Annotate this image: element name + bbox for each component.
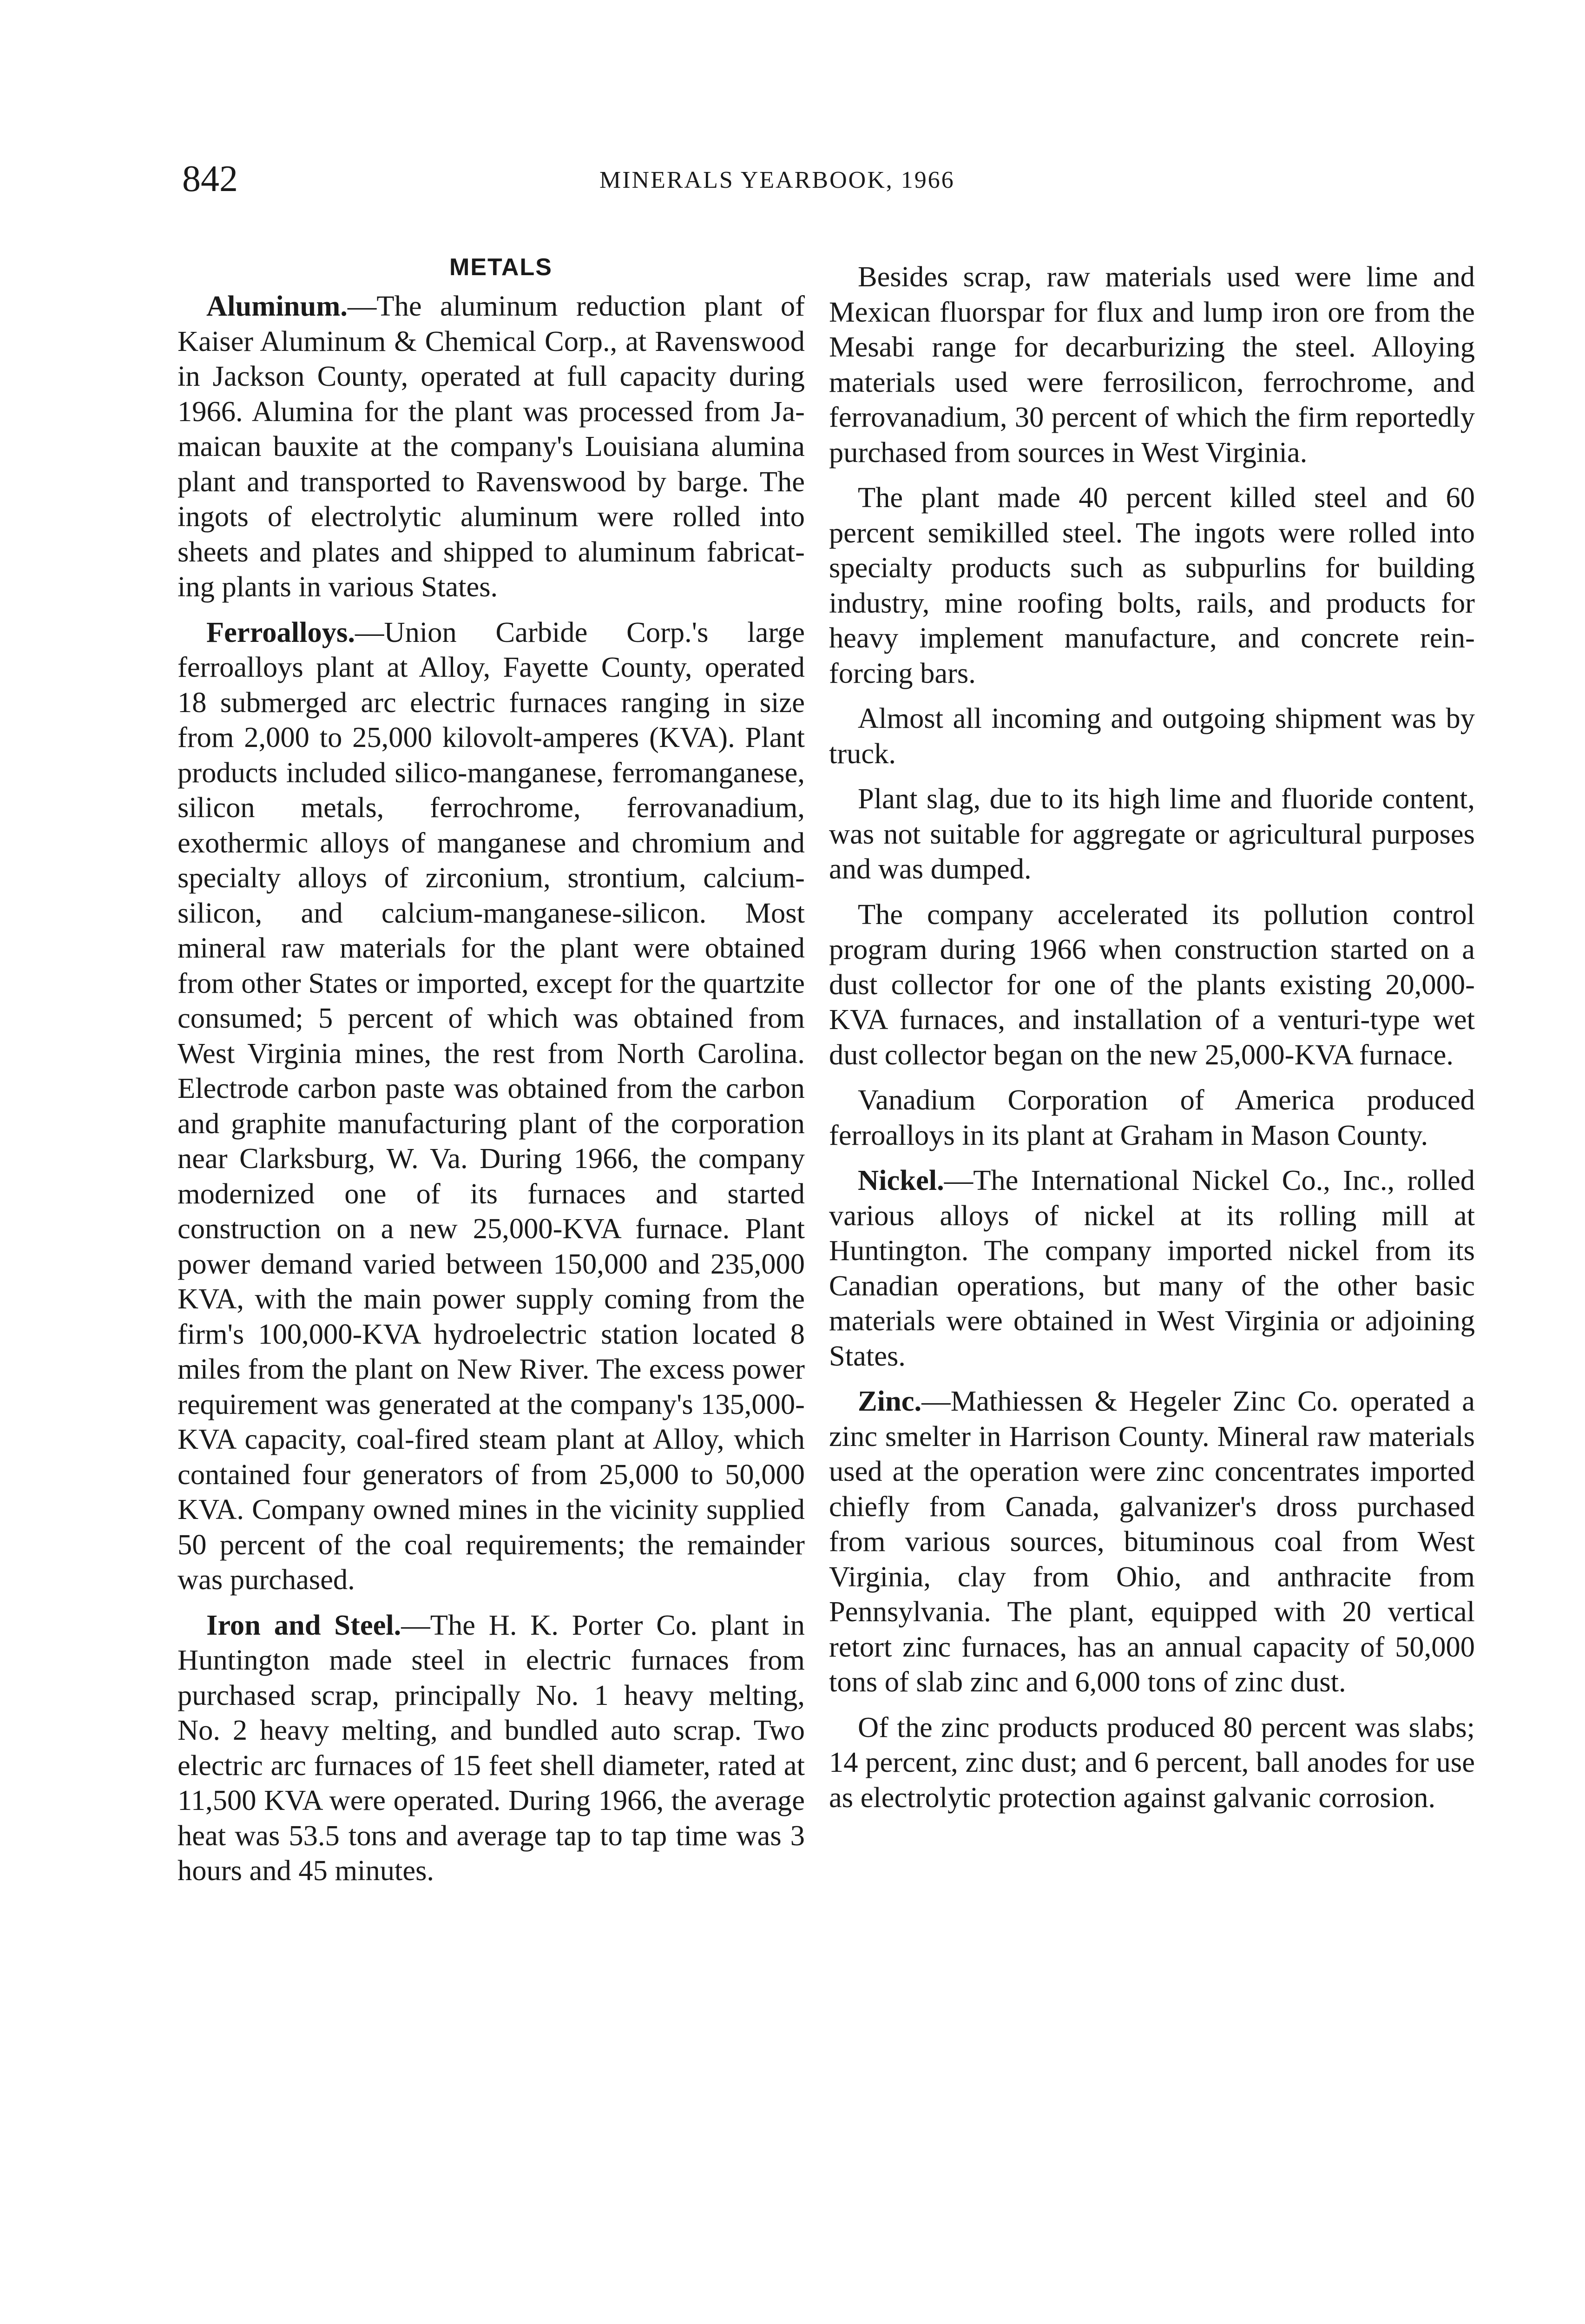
paragraph-text: —Union Carbide Corp.'s large ferroalloys plant at Alloy, Fayette County, operated 18 submerged arc electric furnaces ranging in size from 2,000 to 25,000 kilovolt-amperes (KVA). Plant products included silico-manganese, ferromanganese, silicon metals, ferrochrome, ferrovanadium, exothermic alloys of manganese and chromium and specialty alloys of zirconium, strontium, calcium-silicon, and calcium-manganese-silicon. Most mineral raw materials for the plant were obtained from other States or imported, except for the quartzite consumed; 5 percent of which was obtained from West Virginia mines, the rest from North Carolina. Electrode carbon paste was obtained from the carbon and graphite manufacturing plant of the corporation near Clarksburg, W. Va. During 1966, the company modernized one of its furnaces and started construction on a new 25,000-KVA furnace. Plant power demand varied between 150,000 and 235,000 KVA, with the main power supply coming from the firm's 100,000-KVA hydroelectric station located 8 miles from the plant on New River. The excess power requirement was generated at the company's 135,000-KVA capacity, coal-fired steam plant at Alloy, which contained four generators of from 25,000 to 50,000 KVA. Company owned mines in the vicinity supplied 50 percent of the coal requirements; the remainder was purchased. bbox=[178, 615, 805, 1596]
run-in-heading-ferroalloys: Ferroalloys. bbox=[206, 615, 355, 648]
running-head-title: MINERALS YEARBOOK, 1966 bbox=[599, 167, 955, 193]
paragraph-shipment: Almost all incoming and outgoing shipment was by truck. bbox=[829, 702, 1475, 770]
paragraph-zinc-products: Of the zinc products produced 80 percent was slabs; 14 percent, zinc dust; and 6 percent, ball anodes for use as electrolytic protection against galvanic corrosion. bbox=[829, 1710, 1475, 1814]
paragraph-pollution-control: The company accelerated its pollution control program during 1966 when construction started on a dust collector for one of the plants existing 20,000-KVA furnaces, and installation of a venturi-type wet dust collector began on the new 25,000-KVA furnace. bbox=[829, 898, 1475, 1071]
paragraph-text: —The aluminum reduction plant of Kaiser Aluminum & Chemical Corp., at Ravenswood in Jackson County, operated at full capacity during 1966. Alumina for the plant was processed from Jamaican bauxite at the company's Louisiana alumina plant and transported to Ravenswood by barge. The ingots of electrolytic aluminum were rolled into sheets and plates and shipped to aluminum fabricating plants in various States. bbox=[178, 290, 805, 603]
paragraph-slag: Plant slag, due to its high lime and fluoride content, was not suitable for aggregate or agricultural purposes and was dumped. bbox=[829, 782, 1475, 885]
paragraph-steel-products: The plant made 40 percent killed steel and 60 percent semikilled steel. The ingots were rolled into specialty products such as subpurlins for building industry, mine roofing bolts, rails, and products for heavy implement manufacture, and concrete reinforcing bars. bbox=[829, 481, 1475, 689]
paragraph-steel-raw-materials: Besides scrap, raw materials used were lime and Mexican fluorspar for flux and lump iron ore from the Mesabi range for decarburizing the steel. Alloying materials used were ferrosilicon, ferrochrome, and ferrovanadium, 30 percent of which the firm reportedly purchased from sources in West Virginia. bbox=[829, 260, 1475, 469]
right-column bbox=[829, 259, 1475, 1825]
paragraph-iron-and-steel bbox=[178, 1608, 805, 1888]
run-in-heading-nickel: Nickel. bbox=[858, 1164, 944, 1196]
paragraph-text: —The International Nickel Co., Inc., rolled various alloys of nickel at its rolling mill at Huntington. The company imported nickel from its Canadian operations, but many of the other basic materials were obtained in West Virginia or adjoining States. bbox=[829, 1164, 1475, 1372]
run-in-heading-aluminum: Aluminum. bbox=[206, 290, 348, 322]
paragraph-aluminum bbox=[178, 289, 805, 605]
paragraph-text: —The H. K. Porter Co. plant in Huntington made steel in electric furnaces from purchased scrap, principally No. 1 heavy melting, No. 2 heavy melting, and bundled auto scrap. Two electric arc furnaces of 15 feet shell diameter, rated at 11,500 KVA were operated. During 1966, the average heat was 53.5 tons and average tap to tap time was 3 hours and 45 minutes. bbox=[178, 1608, 805, 1887]
run-in-heading-zinc: Zinc. bbox=[858, 1385, 922, 1417]
paragraph-text: —Mathiessen & Hegeler Zinc Co. operated a zinc smelter in Harrison County. Mineral raw materials used at the operation were zinc concentrates imported chiefly from Canada, galvanizer's dross purchased from various sources, bituminous coal from West Virginia, clay from Ohio, and anthracite from Pennsylvania. The plant, equipped with 20 vertical retort zinc furnaces, has an annual capacity of 50,000 tons of slab zinc and 6,000 tons of zinc dust. bbox=[829, 1385, 1475, 1698]
paragraph-ferroalloys bbox=[178, 615, 805, 1598]
paragraph-zinc bbox=[829, 1384, 1475, 1700]
page-number: 842 bbox=[182, 158, 238, 199]
paragraph-nickel bbox=[829, 1163, 1475, 1373]
run-in-heading-iron-and-steel: Iron and Steel. bbox=[206, 1608, 401, 1641]
left-column bbox=[178, 253, 805, 1899]
section-heading-metals: METALS bbox=[449, 254, 552, 281]
paragraph-vanadium: Vanadium Corporation of America produced ferroalloys in its plant at Graham in Mason County. bbox=[829, 1083, 1475, 1151]
